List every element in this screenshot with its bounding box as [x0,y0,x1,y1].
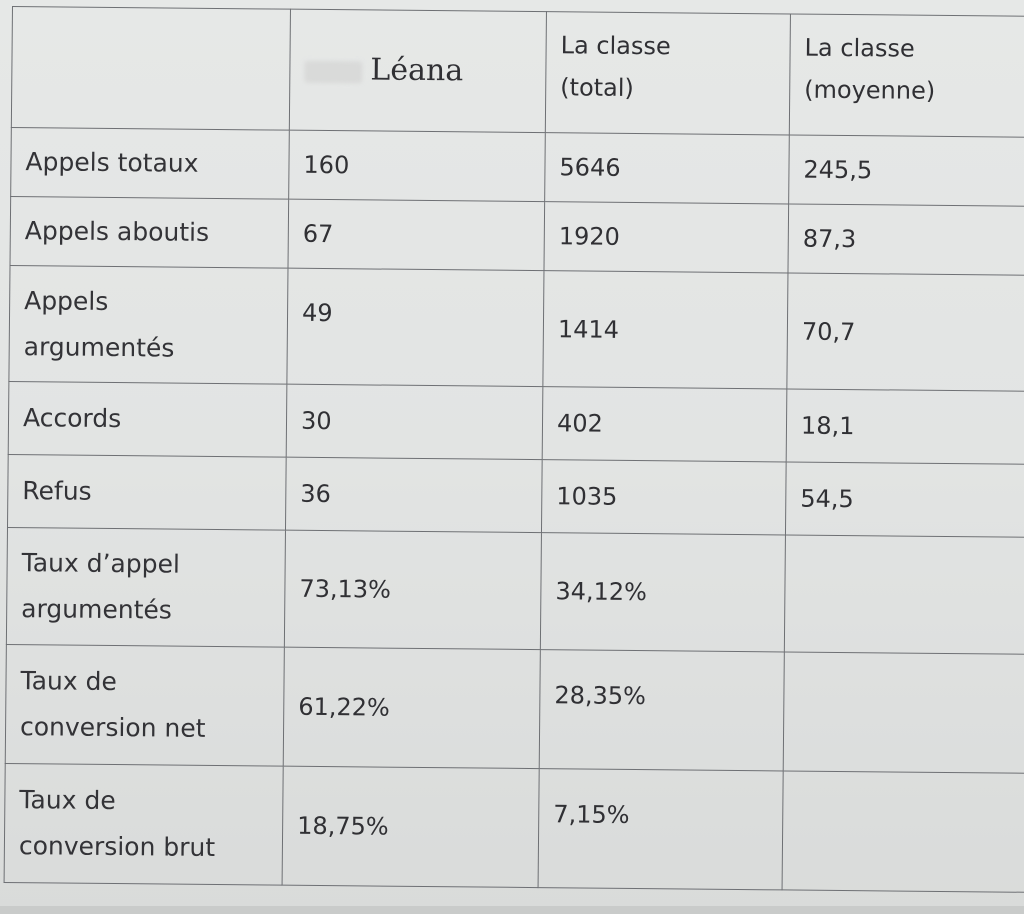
class-total-value-cell: 34,12% [540,533,785,652]
stats-table [4,6,1024,893]
table-row [4,763,1024,892]
row-label-cell: Appels aboutis [10,196,289,268]
class-total-value-cell: 1035 [541,460,786,535]
class-average-value-cell: 18,1 [786,389,1024,465]
table-header-row [11,7,1024,138]
class-average-value-cell [784,535,1024,655]
class-total-value-cell: 28,35% [539,650,784,771]
row-label-cell: Refus [7,454,286,530]
class-total-heading: La classe (total) [560,31,671,102]
class-total-value-cell: 402 [542,387,787,462]
redacted-name [304,60,362,83]
table-row [5,644,1024,773]
table-row [9,265,1024,391]
header-student-cell [289,9,546,132]
student-value-cell: 61,22% [283,647,540,768]
class-total-value-cell: 1414 [543,271,788,389]
header-empty-cell [11,7,290,131]
student-name: Léana [370,51,464,88]
class-average-value-cell: 54,5 [785,462,1024,538]
table-row [7,454,1024,537]
row-label-cell: Taux de conversion brut [4,763,283,885]
row-label-cell: Taux d’appel argumentés [6,527,285,647]
student-value-cell: 18,75% [282,766,539,887]
header-class-average-cell [789,14,1024,138]
row-label-cell: Accords [8,381,287,457]
student-value-cell: 36 [285,457,542,532]
class-average-value-cell: 245,5 [789,135,1024,207]
student-value-cell: 67 [288,199,545,270]
table-row [6,527,1024,654]
class-total-value-cell: 7,15% [538,769,783,890]
class-average-value-cell [783,652,1024,774]
row-label-cell: Appels argumentés [9,265,288,384]
class-average-value-cell [782,771,1024,893]
student-value-cell: 49 [287,268,544,386]
page-bottom-edge [0,906,1024,914]
table-row [8,381,1024,464]
table-row [11,127,1024,206]
row-label-cell: Appels totaux [11,127,290,199]
row-label-cell: Taux de conversion net [5,644,284,766]
student-value-cell: 30 [286,384,543,459]
class-total-value-cell: 1920 [544,202,789,273]
class-average-heading: La classe (moyenne) [804,33,936,105]
student-value-cell: 160 [289,130,546,201]
student-value-cell: 73,13% [284,530,541,649]
class-average-value-cell: 87,3 [788,204,1024,276]
header-class-total-cell [545,12,790,135]
table-row [10,196,1024,275]
class-total-value-cell: 5646 [545,133,790,204]
class-average-value-cell: 70,7 [787,273,1024,392]
